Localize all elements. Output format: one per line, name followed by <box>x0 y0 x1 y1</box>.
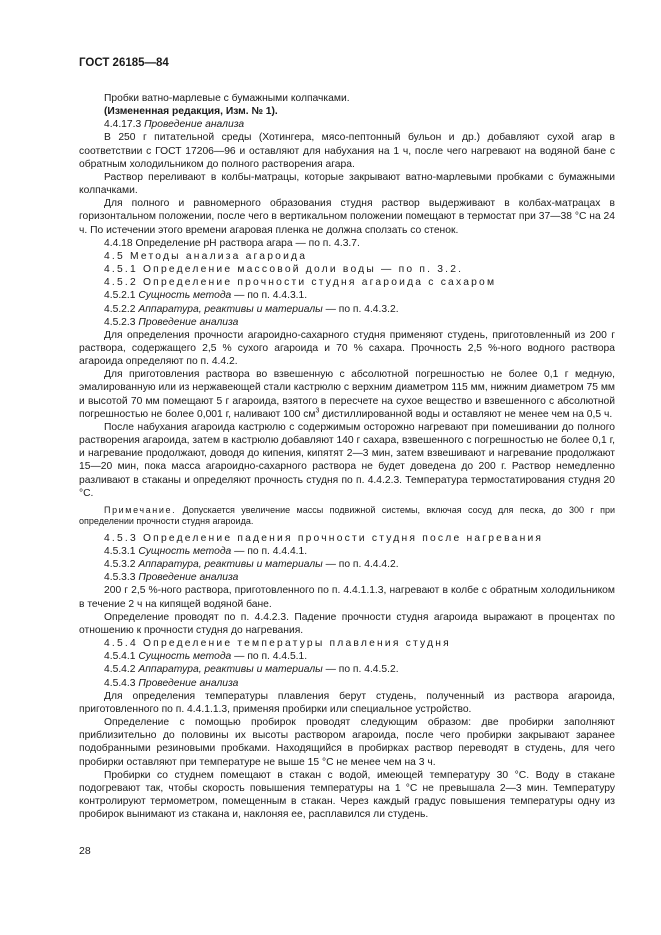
paragraph: После набухания агароида кастрюлю с содержимым осторожно нагревают при помешивании до полного растворения агароида, затем в кастрюлю добавляют 140 г сахара, взвешенного с погрешностью не более 0,1 г, и нагревание продолжают, доводя до кипения, кипятят 2—3 мин, затем взвешивают и нагревание продолжают 15—20 мин, пока масса агароидно-сахарного раствора не будет доведена до 200 г. Раствор немедленно разливают в стаканы и определяют прочность студня по п. 4.4.2.3. Температура термостатирования студня 20 °С. <box>79 421 615 499</box>
paragraph: Для определения прочности агароидно-сахарного студня применяют студень, приготовленный из 200 г раствора, содержащего 2,5 % сухого агароида и 70 % сахара. Прочность 2,5 %-ного водного раствора агароида определяют по п. 4.4.2. <box>79 329 615 368</box>
paragraph: Определение с помощью пробирок проводят следующим образом: две пробирки заполняют приблизительно до половины их высоты раствором агароида, после чего пробирки закрывают заранее подобранными резиновыми пробками. Находящийся в пробирках раствор переводят в студень, для чего пробирки оставляют при температуре не выше 15 °С не менее чем на 3 ч. <box>79 717 615 768</box>
section-number: 4.5.4.1 <box>104 651 136 663</box>
section-title: Проведение анализа <box>144 119 245 131</box>
page-number: 28 <box>79 845 91 857</box>
superscript: 3 <box>315 407 320 415</box>
paragraph: Пробки ватно-марлевые с бумажными колпачками. <box>104 93 350 104</box>
section-title: Проведение анализа <box>138 572 239 584</box>
section-title: Аппаратура, реактивы и материалы <box>138 559 323 571</box>
section-ref: — по п. 4.4.5.2. <box>325 664 399 676</box>
section-heading: 4.5.4 Определение температуры плавления студня <box>104 638 451 650</box>
section-title: Сущность метода <box>138 546 232 557</box>
section-number: 4.5.2.2 <box>104 303 136 315</box>
subsection <box>79 316 615 329</box>
section-heading: 4.5.2 Определение прочности студня агароида с сахаром <box>104 277 497 289</box>
section-ref: — по п. 4.4.4.2. <box>325 559 399 571</box>
amendment-note: (Измененная редакция, Изм. № 1). <box>104 106 278 118</box>
section-heading: 4.4.18 Определение pH раствора агара — по п. 4.3.7. <box>104 237 360 249</box>
subsection <box>79 289 615 302</box>
section-heading: 4.5.1 Определение массовой доли воды — по п. 3.2. <box>104 264 464 276</box>
section-number: 4.5.4.3 <box>104 677 136 689</box>
section-heading: 4.5 Методы анализа агароида <box>104 250 308 262</box>
section-number: 4.4.17.3 <box>104 119 142 131</box>
paragraph: Определение проводят по п. 4.4.2.3. Падение прочности студня агароида выражают в процентах по отношению к прочности студня до нагревания. <box>79 611 615 636</box>
subsection <box>79 650 615 663</box>
paragraph: 200 г 2,5 %-ного раствора, приготовленного по п. 4.4.1.1.3, нагревают в колбе с обратным холодильником в течение 2 ч на кипящей водяной бане. <box>79 585 615 610</box>
section-number: 4.5.4.2 <box>104 664 136 676</box>
paragraph-text: Для приготовления раствора во взвешенную с абсолютной погрешностью не более 0,1 г медную, эмалированную или из нержавеющей стали кастрюлю с верхним диаметром 115 мм, нижним диаметром 75 мм и высотой 70 мм помещают 5 г агароида, взятого в пересчете на сухое вещество и взвешенного с абсолютной погрешностью не более 0,001 г, наливают 100 см <box>79 369 615 420</box>
paragraph: Для полного и равномерного образования студня раствор выдерживают в колбах-матрацах в горизонтальном положении, после чего в вертикальном положении помещают в термостат при 37—38 °С на 24 ч. По истечении этого времени агаровая пленка не должна сползать со стенок. <box>79 198 615 236</box>
subsection <box>79 545 615 558</box>
note-text: Допускается увеличение массы подвижной системы, включая сосуд для песка, до 300 г при определении прочности студня агароида. <box>79 504 615 527</box>
paragraph: Пробирки со студнем помещают в стакан с водой, имеющей температуру 30 °С. Воду в стакане подогревают так, чтобы скорость повышения температуры на 1 °С не превышала 2—3 мин. Температуру контролируют термометром, помещенным в стакан. Через каждый градус повышения температуры одну из пробирок вынимают из стакана и, наклоняя ее, расплавился ли студень. <box>79 769 615 821</box>
section-title: Аппаратура, реактивы и материалы <box>138 303 323 315</box>
section-ref: — по п. 4.4.5.1. <box>234 651 308 663</box>
section-number: 4.5.3.2 <box>104 559 136 571</box>
section-title: Сущность метода <box>138 290 232 302</box>
section-heading <box>79 118 615 131</box>
subsection <box>79 571 615 584</box>
paragraph-text: дистиллированной воды и оставляют не менее чем на 0,5 ч. <box>319 408 613 420</box>
paragraph: Раствор переливают в колбы-матрацы, которые закрывают ватно-марлевыми пробками с бумажными колпачками. <box>79 171 615 197</box>
document-body <box>79 92 615 821</box>
section-title: Сущность метода <box>138 651 232 663</box>
section-ref: — по п. 4.4.3.2. <box>325 303 399 315</box>
section-number: 4.5.3.1 <box>104 546 136 557</box>
section-ref: — по п. 4.4.4.1. <box>234 546 308 557</box>
paragraph: В 250 г питательной среды (Хотингера, мясо-пептонный бульон и др.) добавляют сухой агар в соответствии с ГОСТ 17206—96 и оставляют для набухания на 1 ч, после чего нагревают на водяной бане с обратным холодильником до полного растворения агара. <box>79 132 615 170</box>
section-number: 4.5.2.1 <box>104 290 136 302</box>
paragraph: Для определения температуры плавления берут студень, полученный из раствора агароида, приготовленного по п. 4.4.1.1.3, применяя пробирки или специальное устройство. <box>79 690 615 715</box>
section-number: 4.5.3.3 <box>104 572 136 584</box>
document-header: ГОСТ 26185—84 <box>79 57 169 69</box>
note <box>79 505 615 528</box>
note-label: Примечание. <box>104 504 177 515</box>
section-title: Проведение анализа <box>138 316 239 328</box>
subsection <box>79 303 615 316</box>
subsection <box>79 663 615 676</box>
subsection <box>79 677 615 690</box>
section-ref: — по п. 4.4.3.1. <box>234 290 308 302</box>
paragraph <box>79 368 615 421</box>
subsection <box>79 558 615 571</box>
section-heading: 4.5.3 Определение падения прочности студня после нагревания <box>104 532 544 544</box>
section-number: 4.5.2.3 <box>104 316 136 328</box>
section-title: Аппаратура, реактивы и материалы <box>138 664 323 676</box>
section-title: Проведение анализа <box>138 677 239 689</box>
